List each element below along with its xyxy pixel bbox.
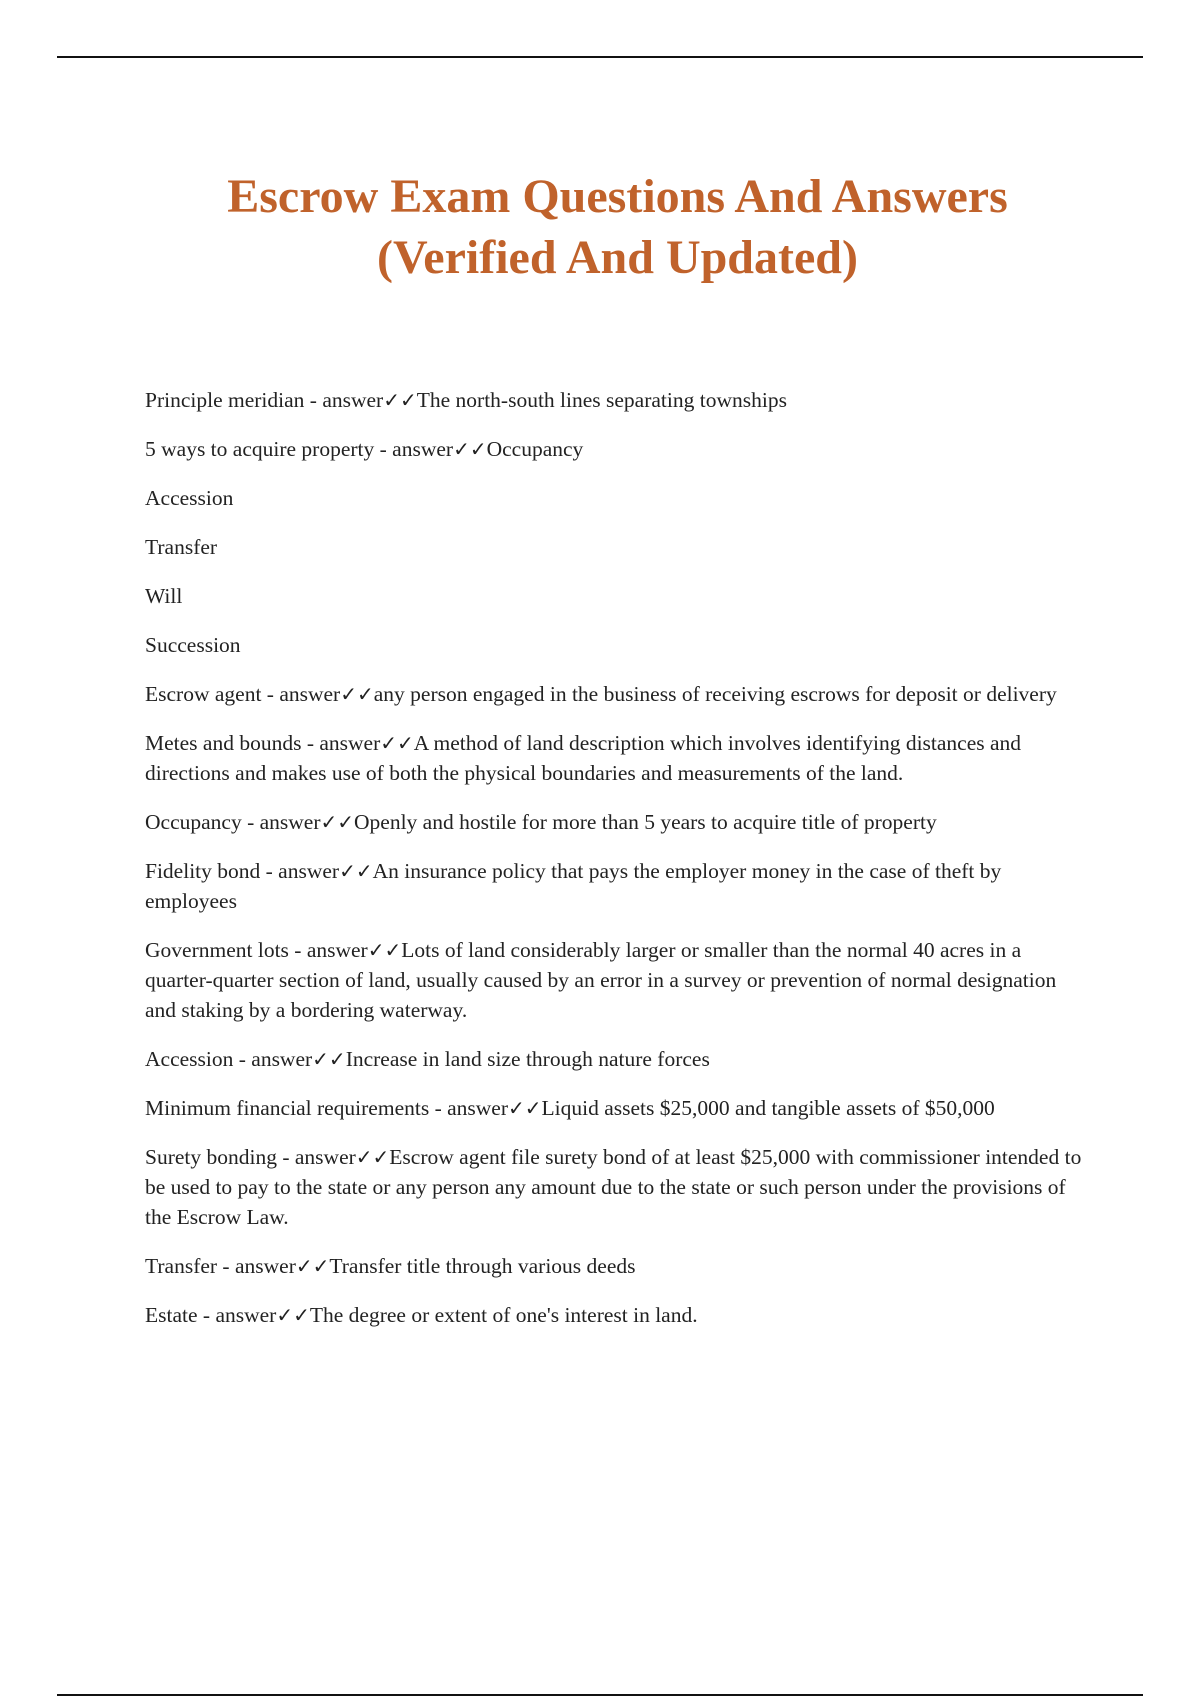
check-mark-icon: ✓✓ [508, 1096, 542, 1120]
check-mark-icon: ✓✓ [312, 1047, 346, 1071]
check-mark-icon: ✓✓ [339, 859, 373, 883]
list-item [145, 581, 1090, 611]
top-rule [57, 56, 1143, 58]
entry-term: Accession - answer [145, 1047, 313, 1071]
check-mark-icon: ✓✓ [355, 1145, 390, 1169]
list-item [145, 483, 1090, 513]
entry-answer: Transfer [145, 535, 218, 559]
entry-term: Minimum financial requirements - answer [145, 1096, 509, 1120]
entry-term: Government lots - answer [145, 938, 368, 962]
qa-entry [145, 434, 1090, 464]
entry-answer: The north-south lines separating townships [416, 388, 787, 412]
check-mark-icon: ✓✓ [276, 1303, 310, 1327]
entry-term: Estate - answer [145, 1303, 277, 1327]
qa-entry [145, 935, 1090, 1025]
check-mark-icon: ✓✓ [383, 388, 417, 412]
qa-entry [145, 1300, 1090, 1330]
check-mark-icon: ✓✓ [320, 810, 355, 834]
entry-answer: Accession [145, 486, 234, 510]
entry-answer: Succession [145, 633, 241, 657]
entry-answer: Transfer title through various deeds [329, 1254, 636, 1278]
check-mark-icon: ✓✓ [453, 437, 487, 461]
entry-term: Principle meridian - answer [145, 388, 384, 412]
entry-answer: Openly and hostile for more than 5 years to acquire title of property [354, 810, 937, 834]
entry-term: Transfer - answer [145, 1254, 296, 1278]
entry-term: Metes and bounds - answer [145, 731, 381, 755]
entry-term: Surety bonding - answer [145, 1145, 356, 1169]
qa-entry [145, 728, 1090, 788]
qa-entry [145, 1093, 1090, 1123]
entry-term: Escrow agent - answer [145, 682, 341, 706]
entry-answer: Will [145, 584, 183, 608]
qa-entry [145, 856, 1090, 916]
entry-answer: Increase in land size through nature forces [345, 1047, 710, 1071]
entry-term: 5 ways to acquire property - answer [145, 437, 454, 461]
check-mark-icon: ✓✓ [295, 1254, 330, 1278]
qa-entry [145, 807, 1090, 837]
list-item [145, 532, 1090, 562]
check-mark-icon: ✓✓ [340, 682, 374, 706]
entry-answer: Liquid assets $25,000 and tangible assets of $50,000 [541, 1096, 995, 1120]
bottom-rule [57, 1694, 1143, 1696]
entry-answer: A method of land description which involves identifying distances and directions and makes use of both the physical boundaries and measurements of the land. [145, 731, 1022, 785]
qa-entry [145, 1142, 1090, 1232]
title-line-1: Escrow Exam Questions And Answers [227, 170, 1008, 223]
entry-answer: Escrow agent file surety bond of at least $25,000 with commissioner intended to be used to pay to the state or any person any amount due to the state or such person under the provisions of the Escrow Law. [145, 1145, 1082, 1229]
qa-entry [145, 385, 1090, 415]
entry-answer: Occupancy [486, 437, 584, 461]
list-item [145, 630, 1090, 660]
entry-answer: Lots of land considerably larger or smaller than the normal 40 acres in a quarter-quarter section of land, usually caused by an error in a survey or prevention of normal designation and staking by a bordering waterway. [145, 938, 1057, 1022]
qa-list [145, 385, 1090, 1349]
document-title [100, 166, 1135, 288]
qa-entry [145, 679, 1090, 709]
qa-entry [145, 1251, 1090, 1281]
entry-term: Fidelity bond - answer [145, 859, 340, 883]
qa-entry [145, 1044, 1090, 1074]
check-mark-icon: ✓✓ [367, 938, 402, 962]
title-line-2: (Verified And Updated) [377, 231, 858, 284]
entry-answer: The degree or extent of one's interest in land. [309, 1303, 698, 1327]
entry-term: Occupancy - answer [145, 810, 321, 834]
check-mark-icon: ✓✓ [380, 731, 414, 755]
entry-answer: any person engaged in the business of receiving escrows for deposit or delivery [373, 682, 1057, 706]
entry-answer: An insurance policy that pays the employer money in the case of theft by employees [145, 859, 1002, 913]
